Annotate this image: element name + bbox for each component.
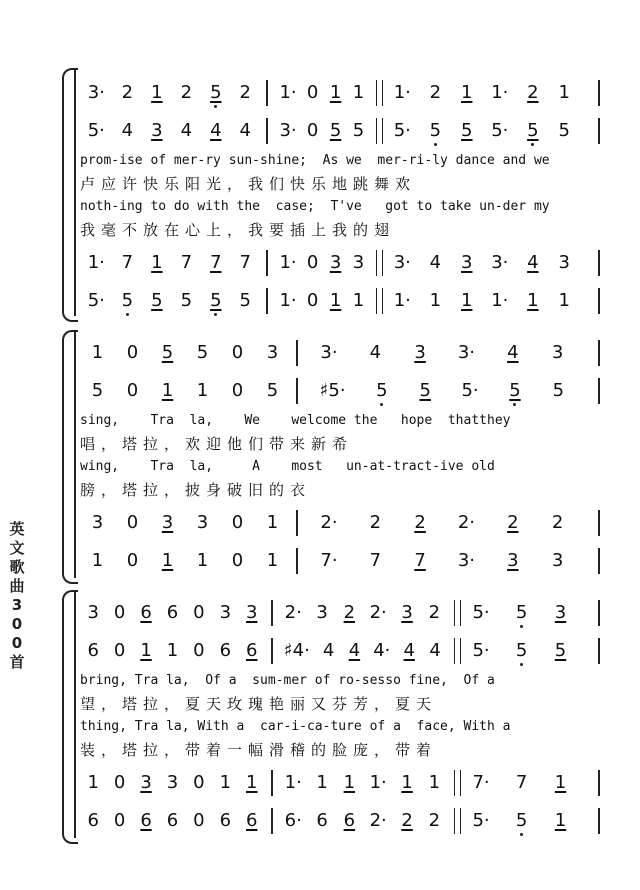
note: 1 — [196, 550, 209, 571]
note: 1 — [266, 512, 279, 533]
note: 2 — [414, 512, 426, 533]
lyric-chinese: 我毫不放在心上，我要插上我的翅 — [80, 221, 396, 239]
note: 0 — [126, 380, 139, 401]
note: 5 — [429, 120, 442, 141]
note: 0 — [126, 550, 139, 571]
note: 1 — [352, 290, 365, 311]
note: 3 — [266, 342, 279, 363]
note: 4· — [373, 640, 391, 661]
note: 3 — [87, 602, 99, 623]
note: 2 — [428, 810, 441, 831]
note: 0 — [193, 602, 205, 623]
measure — [80, 636, 265, 666]
measure — [278, 598, 448, 628]
measure — [80, 598, 265, 628]
note: 0 — [306, 120, 319, 141]
margin-char: 首 — [9, 653, 25, 671]
measure — [80, 78, 260, 108]
note: 3 — [161, 512, 174, 533]
note: 1· — [393, 82, 411, 103]
note: 4 — [507, 342, 519, 363]
note: 4 — [180, 120, 193, 141]
note: 7 — [369, 550, 382, 571]
note: 3 — [219, 602, 232, 623]
note: 3 — [196, 512, 209, 533]
note: 5 — [329, 120, 342, 141]
note: 1 — [246, 772, 258, 793]
note: 4 — [348, 640, 361, 661]
note: 3 — [401, 602, 413, 623]
music-system — [80, 78, 605, 328]
measure — [305, 376, 580, 406]
measure — [305, 546, 580, 576]
note: 6 — [140, 602, 152, 623]
measure — [305, 338, 580, 368]
measure — [275, 286, 370, 316]
lyric-english: thing, Tra la, With a car-i-ca-ture of a face, With a — [80, 719, 511, 734]
stave-line — [80, 546, 605, 576]
measure — [80, 546, 290, 576]
note: 0 — [231, 512, 244, 533]
system-bracket-line-3 — [74, 592, 76, 838]
stave-line — [80, 376, 605, 406]
note: 3 — [166, 772, 179, 793]
note: 1· — [279, 252, 297, 273]
lyric-chinese: 膀，塔拉，披身破旧的衣 — [80, 481, 312, 499]
measure — [278, 768, 448, 798]
bar-line — [598, 600, 600, 626]
note: 2 — [507, 512, 519, 533]
stave-line — [80, 806, 605, 836]
measure — [385, 248, 580, 278]
note: 2 — [369, 512, 382, 533]
note: 0 — [193, 640, 205, 661]
margin-char: 文 — [9, 539, 25, 557]
bar-line — [296, 340, 298, 366]
note: 7 — [515, 772, 528, 793]
note: 2· — [284, 602, 302, 623]
note: 2 — [429, 82, 442, 103]
lyric-english: prom-ise of mer-ry sun-shine; As we mer-ri-ly dance and we — [80, 153, 550, 168]
bar-line — [598, 638, 600, 664]
bar-line — [296, 510, 298, 536]
note: 0 — [113, 810, 126, 831]
bar-line — [598, 770, 600, 796]
note: 3 — [551, 550, 564, 571]
note: 3 — [414, 342, 426, 363]
system-bracket-line-2 — [74, 332, 76, 578]
note: 0 — [306, 290, 319, 311]
bar-line — [598, 118, 600, 144]
note: 6 — [219, 810, 232, 831]
lyric-english: wing, Tra la, A most un-at-tract-ive old — [80, 459, 495, 474]
note: 1 — [401, 772, 413, 793]
measure — [80, 338, 290, 368]
note: 3 — [140, 772, 152, 793]
note: 3 — [551, 342, 564, 363]
lyric-chinese: 唱，塔拉，欢迎他们带来新希 — [80, 435, 354, 453]
note: 7 — [210, 252, 222, 273]
note: 2 — [551, 512, 564, 533]
note: 3· — [491, 252, 509, 273]
note: 6 — [246, 640, 258, 661]
note: 0 — [193, 810, 205, 831]
note: 1 — [329, 82, 342, 103]
note: 1· — [279, 290, 297, 311]
music-system — [80, 338, 605, 588]
note: 5 — [161, 342, 174, 363]
note: 1 — [461, 82, 473, 103]
note: 5 — [180, 290, 193, 311]
note: 1 — [91, 342, 104, 363]
note: 3 — [246, 602, 258, 623]
note: 4 — [121, 120, 134, 141]
note: 3· — [457, 342, 476, 363]
note: 3 — [329, 252, 342, 273]
lyric-chinese: 望，塔拉，夏天玫瑰艳丽又芬芳，夏天 — [80, 695, 438, 713]
note: 5 — [239, 290, 251, 311]
note: 1 — [161, 550, 174, 571]
note: 6 — [140, 810, 152, 831]
stave-line — [80, 598, 605, 628]
note: 6 — [87, 640, 99, 661]
note: 7 — [180, 252, 193, 273]
note: 1 — [352, 82, 365, 103]
bar-line — [271, 600, 273, 626]
note: 4 — [527, 252, 539, 273]
note: 4 — [239, 120, 251, 141]
note: 3· — [279, 120, 297, 141]
note: 5 — [515, 602, 528, 623]
bar-line — [598, 250, 600, 276]
measure — [80, 248, 260, 278]
note: 1 — [558, 82, 570, 103]
note: 7· — [472, 772, 490, 793]
note: 5 — [527, 120, 539, 141]
note: 3· — [320, 342, 338, 363]
note: 1 — [91, 550, 104, 571]
note: 5· — [472, 810, 490, 831]
measure — [385, 78, 580, 108]
note: 6· — [284, 810, 302, 831]
note: 5· — [393, 120, 411, 141]
note: 5 — [554, 640, 567, 661]
measure — [305, 508, 580, 538]
note: 1 — [161, 380, 174, 401]
note: 5 — [509, 380, 521, 401]
note: 1· — [491, 82, 509, 103]
note: 1· — [491, 290, 509, 311]
note: 0 — [231, 550, 244, 571]
note: 0 — [126, 342, 139, 363]
measure — [460, 636, 580, 666]
note: 2 — [239, 82, 251, 103]
note: 2 — [401, 810, 413, 831]
stave-line — [80, 508, 605, 538]
note: 5 — [196, 342, 209, 363]
note: 2 — [180, 82, 193, 103]
note: 0 — [231, 380, 244, 401]
note: 6 — [343, 810, 356, 831]
note: 1 — [316, 772, 328, 793]
note: 5 — [376, 380, 388, 401]
note: 5 — [210, 290, 222, 311]
bar-line — [598, 80, 600, 106]
measure — [80, 286, 260, 316]
note: ♯4· — [283, 640, 310, 661]
bar-line — [266, 80, 268, 106]
note: 1· — [369, 772, 387, 793]
measure — [460, 598, 580, 628]
note: 4 — [210, 120, 222, 141]
note: 3 — [507, 550, 519, 571]
note: 3 — [91, 512, 104, 533]
note: 1 — [151, 252, 163, 273]
note: 5 — [91, 380, 104, 401]
margin-char: 曲 — [9, 577, 25, 595]
note: 7 — [414, 550, 426, 571]
note: 2· — [457, 512, 476, 533]
measure — [278, 806, 448, 836]
note: 1 — [140, 640, 152, 661]
note: 2· — [369, 602, 387, 623]
note: 3 — [558, 252, 570, 273]
stave-line — [80, 286, 605, 316]
note: 2 — [343, 602, 356, 623]
bar-line — [376, 288, 383, 314]
note: 6 — [219, 640, 232, 661]
note: 3 — [316, 602, 328, 623]
measure — [80, 376, 290, 406]
bar-line — [271, 770, 273, 796]
note: 3 — [352, 252, 365, 273]
measure — [460, 806, 580, 836]
bar-line — [598, 288, 600, 314]
note: 0 — [193, 772, 205, 793]
note: 5 — [558, 120, 570, 141]
note: 2 — [121, 82, 134, 103]
note: 5 — [515, 810, 528, 831]
note: 0 — [126, 512, 139, 533]
note: 1· — [87, 252, 105, 273]
note: 1 — [166, 640, 179, 661]
note: 1 — [219, 772, 232, 793]
note: 3 — [554, 602, 567, 623]
note: 1 — [266, 550, 279, 571]
note: 1· — [284, 772, 302, 793]
note: 7 — [239, 252, 251, 273]
note: 5 — [419, 380, 431, 401]
note: 4 — [429, 640, 441, 661]
note: 6 — [316, 810, 328, 831]
music-system — [80, 598, 605, 848]
bar-line — [598, 378, 600, 404]
lyric-chinese: 卢应许快乐阳光，我们快乐地跳舞欢 — [80, 175, 417, 193]
note: 1 — [461, 290, 473, 311]
note: 1 — [87, 772, 99, 793]
measure — [80, 116, 260, 146]
note: 4 — [403, 640, 415, 661]
note: 1· — [393, 290, 411, 311]
stave-line — [80, 248, 605, 278]
note: ♯5· — [319, 380, 346, 401]
note: 5· — [472, 640, 490, 661]
note: 5 — [121, 290, 134, 311]
system-bracket-line-1 — [74, 70, 76, 316]
note: 3· — [457, 550, 476, 571]
margin-book-title — [6, 520, 28, 672]
stave-line — [80, 768, 605, 798]
note: 2· — [369, 810, 387, 831]
note: 1 — [527, 290, 539, 311]
note: 5 — [266, 380, 279, 401]
note: 2· — [320, 512, 338, 533]
note: 6 — [87, 810, 99, 831]
note: 5· — [87, 120, 105, 141]
note: 2 — [428, 602, 441, 623]
note: 0 — [306, 252, 319, 273]
stave-line — [80, 338, 605, 368]
note: 5· — [491, 120, 509, 141]
note: 0 — [113, 640, 126, 661]
measure — [275, 78, 370, 108]
note: 0 — [231, 342, 244, 363]
bar-line — [296, 378, 298, 404]
note: 3· — [87, 82, 105, 103]
note: 4 — [322, 640, 335, 661]
stave-line — [80, 116, 605, 146]
margin-char: 3 — [11, 596, 23, 614]
lyric-english: sing, Tra la, We welcome the hope thatthey — [80, 413, 511, 428]
bar-line — [598, 510, 600, 536]
bar-line — [271, 638, 273, 664]
measure — [278, 636, 448, 666]
note: 5 — [515, 640, 528, 661]
bar-line — [271, 808, 273, 834]
measure — [80, 508, 290, 538]
note: 1 — [196, 380, 209, 401]
lyric-english: noth-ing to do with the case; T've got to take un-der my — [80, 199, 550, 214]
note: 2 — [527, 82, 539, 103]
measure — [385, 286, 580, 316]
margin-char: 歌 — [9, 558, 25, 576]
bar-line — [376, 80, 383, 106]
measure — [275, 248, 370, 278]
note: 5 — [352, 120, 365, 141]
note: 5· — [87, 290, 105, 311]
lyric-english: bring, Tra la, Of a sum-mer of ro-sesso fine, Of a — [80, 673, 495, 688]
note: 5· — [472, 602, 490, 623]
lyric-chinese: 装，塔拉，带着一幅滑稽的脸庞，带着 — [80, 741, 438, 759]
bar-line — [376, 118, 383, 144]
stave-line — [80, 78, 605, 108]
note: 1 — [151, 82, 163, 103]
bar-line — [598, 808, 600, 834]
note: 0 — [113, 602, 126, 623]
note: 3 — [461, 252, 473, 273]
stave-line — [80, 636, 605, 666]
note: 1 — [554, 772, 567, 793]
note: 1 — [554, 810, 567, 831]
bar-line — [598, 548, 600, 574]
measure — [275, 116, 370, 146]
note: 1 — [558, 290, 570, 311]
note: 5 — [552, 380, 565, 401]
note: 3 — [151, 120, 163, 141]
measure — [80, 806, 265, 836]
note: 1 — [429, 290, 442, 311]
note: 1 — [343, 772, 356, 793]
note: 0 — [113, 772, 126, 793]
note: 5 — [461, 120, 473, 141]
note: 5 — [151, 290, 163, 311]
note: 6 — [166, 810, 179, 831]
bar-line — [266, 250, 268, 276]
measure — [460, 768, 580, 798]
note: 0 — [306, 82, 319, 103]
margin-char: 0 — [11, 615, 23, 633]
note: 5· — [461, 380, 479, 401]
note: 6 — [246, 810, 258, 831]
note: 4 — [369, 342, 382, 363]
note: 1 — [329, 290, 342, 311]
note: 5 — [210, 82, 222, 103]
note: 7 — [121, 252, 134, 273]
bar-line — [266, 118, 268, 144]
bar-line — [376, 250, 383, 276]
note: 1· — [279, 82, 297, 103]
bar-line — [296, 548, 298, 574]
measure — [80, 768, 265, 798]
note: 4 — [429, 252, 442, 273]
note: 1 — [428, 772, 441, 793]
note: 6 — [166, 602, 179, 623]
bar-line — [598, 340, 600, 366]
note: 7· — [320, 550, 338, 571]
margin-char: 英 — [9, 520, 25, 538]
margin-char: 0 — [11, 634, 23, 652]
measure — [385, 116, 580, 146]
bar-line — [266, 288, 268, 314]
note: 3· — [393, 252, 411, 273]
